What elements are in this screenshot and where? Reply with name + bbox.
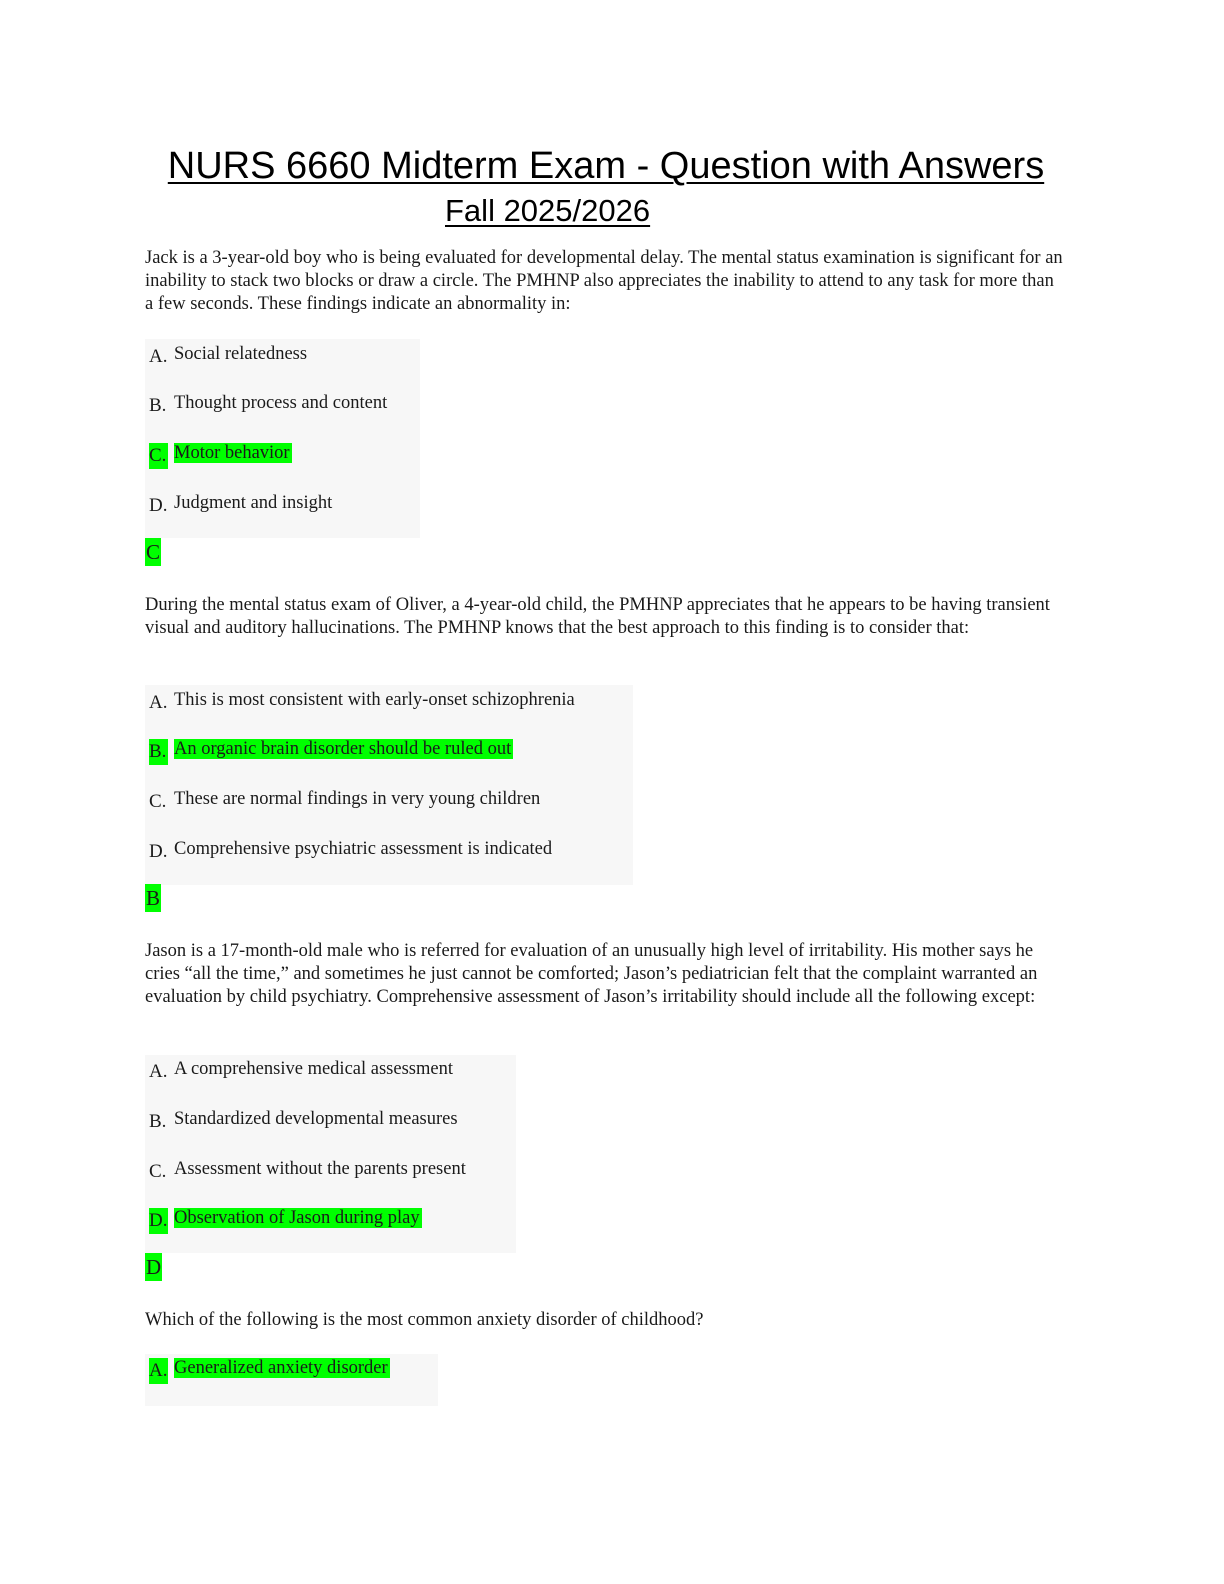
question-1-answer: C bbox=[146, 540, 161, 564]
question-2-answer: B bbox=[146, 886, 161, 910]
question-3-option-c: C. Assessment without the parents present bbox=[149, 1159, 466, 1182]
question-1-options bbox=[145, 339, 420, 538]
question-3-option-b: B. Standardized developmental measures bbox=[149, 1109, 458, 1132]
document-subtitle: Fall 2025/2026 bbox=[445, 193, 651, 228]
question-2-option-a: A. This is most consistent with early-onset schizophrenia bbox=[149, 690, 575, 713]
question-1-option-b: B. Thought process and content bbox=[149, 393, 388, 416]
question-2-options bbox=[145, 685, 633, 885]
question-3-option-a: A. A comprehensive medical assessment bbox=[149, 1059, 453, 1082]
question-1-option-a: A. Social relatedness bbox=[149, 344, 308, 367]
question-3-text: Jason is a 17-month-old male who is referred for evaluation of an unusually high level of irritability. His mother says he cries “all the time,” and sometimes he just cannot be comforted; Jason’s pediatrician felt that the complaint warranted an evaluation by child psychiatry. Comprehensive assessment of Jason’s irritability should include all the following except: bbox=[145, 941, 1038, 1008]
question-1-option-c: C. Motor behavior bbox=[149, 440, 292, 466]
question-2-option-c: C. These are normal findings in very young children bbox=[149, 789, 541, 812]
question-4-text: Which of the following is the most common anxiety disorder of childhood? bbox=[145, 1310, 704, 1330]
document-title: NURS 6660 Midterm Exam - Question with Answers bbox=[167, 145, 1045, 187]
question-2-option-d: D. Comprehensive psychiatric assessment is indicated bbox=[149, 839, 553, 862]
question-3-options bbox=[145, 1055, 516, 1253]
question-1-option-d: D. Judgment and insight bbox=[149, 493, 333, 516]
question-4-option-a: A. Generalized anxiety disorder bbox=[149, 1355, 390, 1381]
question-1-text: Jack is a 3-year-old boy who is being evaluated for developmental delay. The mental status examination is significant for an inability to stack two blocks or draw a circle. The PMHNP also appreciates the inability to attend to any task for more than a few seconds. These findings indicate an abnormality in: bbox=[145, 248, 1063, 315]
question-2-option-b: B. An organic brain disorder should be ruled out bbox=[149, 736, 513, 762]
question-3-option-d: D. Observation of Jason during play bbox=[149, 1205, 422, 1231]
question-4-options bbox=[145, 1354, 438, 1406]
question-2-text: During the mental status exam of Oliver, a 4-year-old child, the PMHNP appreciates that he appears to be having transient visual and auditory hallucinations. The PMHNP knows that the best approach to this finding is to consider that: bbox=[145, 595, 1050, 639]
question-3-answer: D bbox=[146, 1255, 162, 1279]
